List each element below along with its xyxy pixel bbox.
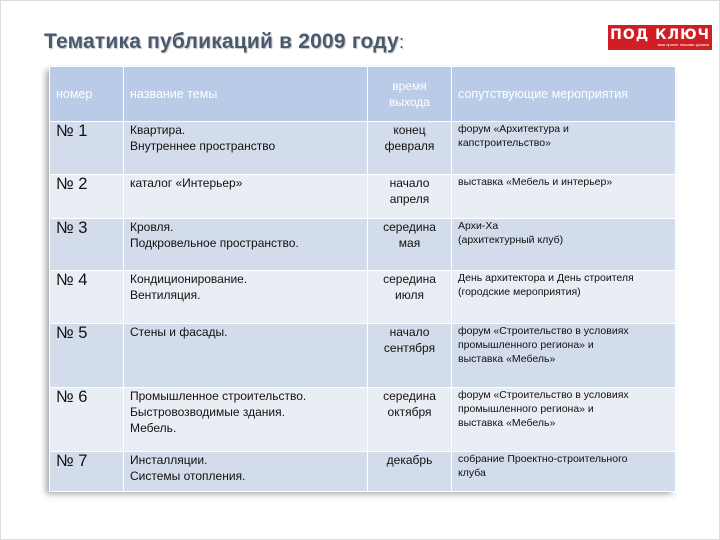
row-events <box>452 122 676 175</box>
row-topic <box>124 388 368 452</box>
slide-title-colon: : <box>398 32 405 52</box>
table-row <box>50 324 676 388</box>
header-topic: название темы <box>124 67 368 122</box>
table-header-row <box>50 67 676 122</box>
table-row <box>50 219 676 271</box>
row-time-text: начало апреля <box>389 176 430 206</box>
row-events <box>452 324 676 388</box>
row-number: № 3 <box>50 219 124 271</box>
row-topic-text: Промышленное строительство. Быстровозводимые здания. Мебель. <box>130 389 307 435</box>
row-time <box>368 271 452 324</box>
row-time <box>368 175 452 219</box>
row-events <box>452 452 676 492</box>
table-row <box>50 175 676 219</box>
row-topic-text: Кондиционирование. Вентиляция. <box>130 272 248 302</box>
table-row <box>50 388 676 452</box>
row-events <box>452 219 676 271</box>
row-events-text: выставка «Мебель и интерьер» <box>458 176 613 188</box>
topics-table <box>49 66 676 492</box>
row-time <box>368 219 452 271</box>
row-time <box>368 324 452 388</box>
header-events: сопутствующие мероприятия <box>452 67 676 122</box>
row-time-text: середина июля <box>383 272 436 302</box>
row-time-text: середина мая <box>383 220 436 250</box>
row-time-text: середина октября <box>383 389 436 419</box>
table-row <box>50 452 676 492</box>
row-events-text: форум «Строительство в условиях промышленного региона» и выставка «Мебель» <box>458 325 629 365</box>
row-topic-text: Инсталляции. Системы отопления. <box>130 453 246 483</box>
row-number: № 1 <box>50 122 124 175</box>
row-number: № 4 <box>50 271 124 324</box>
row-time-text: конец февраля <box>384 123 435 153</box>
row-time <box>368 388 452 452</box>
row-topic <box>124 175 368 219</box>
brand-logo-tagline: ваш проект нашими руками <box>657 42 709 47</box>
row-topic-text: Кровля. Подкровельное пространство. <box>130 220 299 250</box>
row-events-text: форум «Строительство в условиях промышленного региона» и выставка «Мебель» <box>458 389 629 429</box>
header-number: номер <box>50 67 124 122</box>
row-time <box>368 452 452 492</box>
row-events-text: Архи-Ха (архитектурный клуб) <box>458 220 564 246</box>
slide-title <box>44 30 404 54</box>
row-time-text: декабрь <box>386 453 433 467</box>
row-topic <box>124 122 368 175</box>
row-topic <box>124 452 368 492</box>
row-topic-text: Стены и фасады. <box>130 325 228 339</box>
table-row <box>50 122 676 175</box>
row-number: № 6 <box>50 388 124 452</box>
row-topic <box>124 219 368 271</box>
row-events <box>452 271 676 324</box>
slide-title-text: Тематика публикаций в 2009 году <box>44 30 399 53</box>
row-topic <box>124 271 368 324</box>
row-time <box>368 122 452 175</box>
row-topic-text: Квартира. Внутреннее пространство <box>130 123 276 153</box>
row-topic-text: каталог «Интерьер» <box>130 176 243 190</box>
row-events-text: форум «Архитектура и капстроительство» <box>458 123 569 149</box>
row-number: № 5 <box>50 324 124 388</box>
header-time <box>368 67 452 122</box>
row-number: № 7 <box>50 452 124 492</box>
row-time-text: начало сентября <box>383 325 436 355</box>
header-time-text: время выхода <box>389 79 430 109</box>
row-events-text: День архитектора и День строителя (городские мероприятия) <box>458 272 634 298</box>
row-topic <box>124 324 368 388</box>
row-events <box>452 388 676 452</box>
row-events-text: собрание Проектно-строительного клуба <box>458 453 628 479</box>
table-row <box>50 271 676 324</box>
row-events <box>452 175 676 219</box>
row-number: № 2 <box>50 175 124 219</box>
brand-logo-text: ПОД КЛЮЧ <box>610 27 710 43</box>
brand-logo <box>608 25 712 50</box>
